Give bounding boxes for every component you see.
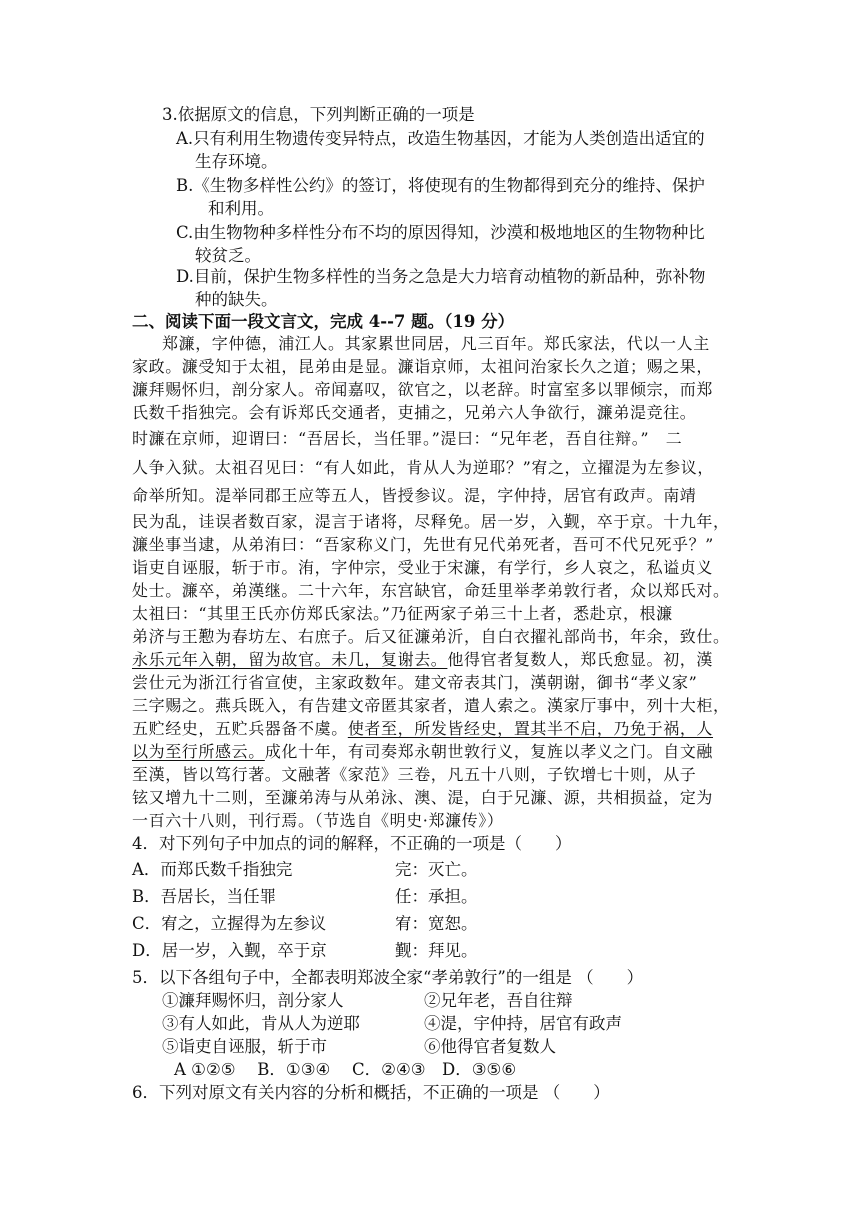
- question-4-gloss-b: 任：承担。: [395, 887, 478, 906]
- question-4-gloss-c: 宥：宽恕。: [395, 914, 478, 933]
- question-5-stem: 5．以下各组句子中，全都表明郑波全家“孝弟敦行”的一组是 （ ）: [132, 968, 644, 987]
- passage-line: 濂拜赐怀归，剖分家人。帝闻嘉叹，欲官之，以老辞。时富室多以罪倾宗，而郑: [132, 380, 714, 399]
- passage-line: 太祖曰：“其里王氏亦仿郑氏家法。”乃征两家子弟三十上者，悉赴京，根濂: [132, 604, 673, 623]
- question-4-option-d: D．居一岁，入觐，卒于京: [132, 941, 327, 960]
- passage-line: 民为乱，诖误者数百家，湜言于诸将，尽释免。居一岁，入觐，卒于京。十九年，: [132, 512, 730, 531]
- passage-line: 至漢，皆以笃行著。文融著《家范》三卷，凡五十八则，子钦增七十则，从子: [132, 765, 697, 784]
- question-4-option-a: A．而郑氏数千指独完: [132, 860, 293, 879]
- question-3-option-a: A.只有利用生物遗传变异特点，改造生物基因，才能为人类创造出适宜的: [176, 129, 705, 148]
- passage-text: 五贮经史，五贮兵器备不虞。: [132, 719, 348, 738]
- question-3-option-b-cont: 和利用。: [208, 199, 274, 218]
- passage-line: 家政。濂受知于太祖，昆弟由是显。濂诣京师，太祖问治家长久之道；赐之果，: [132, 357, 714, 376]
- question-5-item: ⑤诣吏自诬服，斩于市: [162, 1037, 327, 1056]
- section-2-heading: 二、阅读下面一段文言文，完成 4--7 题。（19 分）: [132, 312, 515, 331]
- question-3-option-d-cont: 种的缺失。: [195, 290, 278, 309]
- passage-line: 处士。濂卒，弟漢继。二十六年，东宫缺官，命廷里举孝弟敦行者，众以郑氏对。: [132, 581, 730, 600]
- passage-line: 弟济与王懃为春坊左、右庶子。后又征濂弟沂，自白衣擢礼部尚书，年余，致仕。: [132, 627, 730, 646]
- passage-line: [132, 741, 713, 763]
- passage-line: 氏数千指独完。会有诉郑氏交通者，吏捕之，兄弟六人争欲行，濂弟湜竞往。: [132, 403, 697, 422]
- passage-line: 时濂在京师，迎谓曰：“吾居长，当任罪。”湜曰：“兄年老，吾自往辩。” 二: [132, 429, 683, 448]
- passage-line: 濂坐事当逮，从弟洧曰：“吾家称义门，先世有兄代弟死者，吾可不代兄死乎？”: [132, 535, 714, 554]
- question-3-option-b: B.《生物多样性公约》的签订，将使现有的生物都得到充分的维持、保护: [176, 176, 705, 195]
- question-3-option-a-cont: 生存环境。: [195, 152, 278, 171]
- question-4-option-c: C．宥之，立握得为左参议: [132, 914, 327, 933]
- passage-line: 一百六十八则，刊行焉。（节选自《明史·郑濂传》）: [132, 811, 504, 830]
- passage-line: [132, 718, 713, 740]
- passage-text: 成化十年，有司奏郑永朝世敦行义，复旌以孝义之门。自文融: [264, 742, 714, 761]
- passage-line: 诣吏自诬服，斩于市。洧，字仲宗，受业于宋濂，有学行，乡人哀之，私谥贞义: [132, 558, 714, 577]
- passage-line: [132, 649, 713, 671]
- passage-line: 三字赐之。燕兵既入，有告建文帝匿其家者，遣人索之。漢家厅事中，列十大柜，: [132, 696, 730, 715]
- underlined-sentence: 使者至，所发皆经史，置其半不启，乃免于祸，人: [347, 719, 714, 738]
- underlined-sentence: 永乐元年入朝，留为故官。未几，复谢去。: [132, 650, 448, 669]
- question-5-item: ④湜，宇仲持，居官有政声: [424, 1014, 622, 1033]
- underlined-sentence: 以为至行所感云。: [132, 742, 265, 761]
- question-4-gloss-d: 觐：拜见。: [395, 941, 478, 960]
- passage-line: 尝仕元为浙江行省宣使，主家政数年。建文帝表其门，漢朝谢，御书“孝义家”: [132, 673, 698, 692]
- question-3-stem: 3.依据原文的信息，下列判断正确的一项是: [162, 105, 475, 124]
- question-5-item: ①濂拜赐怀归，剖分家人: [162, 991, 344, 1010]
- passage-line: 人争入狱。太祖召见曰：“有人如此，肯从人为逆耶？”宥之，立擢湜为左参议，: [132, 458, 714, 477]
- question-4-gloss-a: 完：灭亡。: [395, 860, 478, 879]
- question-5-item: ②兄年老，吾自往辩: [424, 991, 573, 1010]
- question-5-item: ⑥他得官者复数人: [424, 1037, 556, 1056]
- question-3-option-c-cont: 较贫乏。: [195, 246, 261, 265]
- passage-line: 铉又增九十二则，至濂弟涛与从弟泳、澳、湜，白于兄濂、源，共相损益，定为: [132, 788, 714, 807]
- question-5-choices: A ①②⑤ B．①③④ C．②④③ D．③⑤⑥: [174, 1060, 517, 1079]
- question-4-stem: 4．对下列句子中加点的词的解释，不正确的一项是（ ）: [132, 834, 572, 853]
- question-4-option-b: B．吾居长，当任罪: [132, 887, 277, 906]
- question-3-option-d: D.目前，保护生物多样性的当务之急是大力培育动植物的新品种，弥补物: [176, 267, 706, 286]
- question-6-stem: 6．下列对原文有关内容的分析和概括，不正确的一项是 （ ）: [132, 1083, 610, 1102]
- question-3-option-c: C.由生物物种多样性分布不均的原因得知，沙漠和极地地区的生物物种比: [176, 223, 705, 242]
- passage-line: 命举所知。湜举同郡王应等五人，皆授参议。湜，字仲持，居官有政声。南靖: [132, 486, 697, 505]
- passage-text: 他得官者复数人，郑氏愈显。初，漢: [447, 650, 714, 669]
- passage-line: 郑濂，字仲德，浦江人。其家累世同居，凡三百年。郑氏家法，代以一人主: [162, 334, 710, 353]
- question-5-item: ③有人如此，肯从人为逆耶: [162, 1014, 360, 1033]
